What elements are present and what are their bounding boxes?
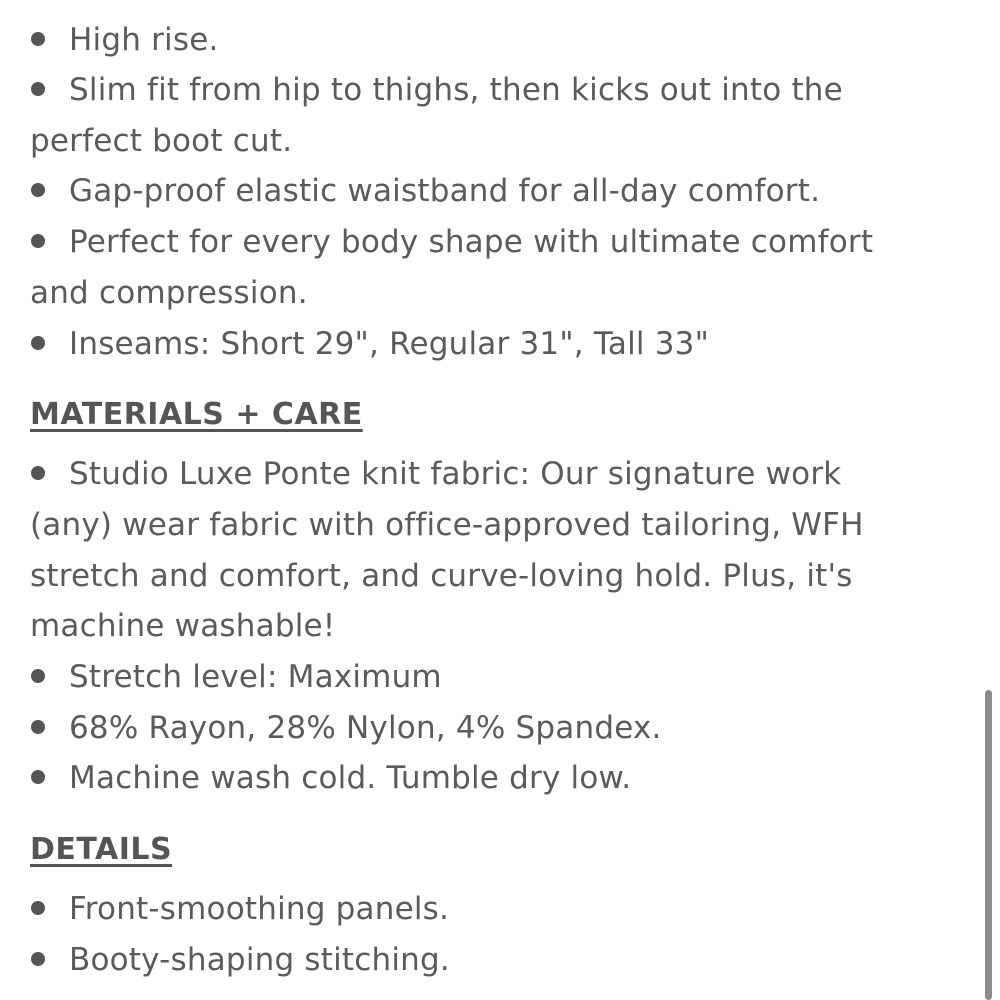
- scrollbar[interactable]: [985, 690, 992, 1000]
- list-item: [30, 70, 843, 110]
- list-item: [30, 20, 219, 60]
- list-item-continuation: [30, 121, 292, 161]
- list-item: [30, 222, 873, 262]
- bullet-icon: [31, 720, 45, 734]
- bullet-icon: [31, 952, 45, 966]
- bullet-icon: [31, 770, 45, 784]
- bullet-icon: [31, 183, 45, 197]
- details-heading[interactable]: DETAILS: [30, 832, 173, 867]
- bullet-icon: [31, 32, 45, 46]
- list-item-text: Booty-shaping stitching.: [69, 942, 450, 978]
- list-item-text: (any) wear fabric with office-approved tailoring, WFH: [30, 507, 864, 543]
- bullet-icon: [31, 669, 45, 683]
- bullet-icon: [31, 901, 45, 915]
- list-item-continuation: [30, 273, 308, 313]
- list-item-text: Gap-proof elastic waistband for all-day comfort.: [69, 173, 821, 209]
- materials-care-heading[interactable]: MATERIALS + CARE: [30, 397, 363, 432]
- list-item-text: perfect boot cut.: [30, 123, 293, 159]
- list-item-text: Studio Luxe Ponte knit fabric: Our signature work: [69, 456, 842, 492]
- bullet-icon: [31, 234, 45, 248]
- list-item: [30, 758, 631, 798]
- list-item-text: High rise.: [69, 22, 219, 58]
- list-item-continuation: [30, 606, 335, 646]
- list-item-text: stretch and comfort, and curve-loving hold. Plus, it's: [30, 558, 853, 594]
- list-item-text: machine washable!: [30, 608, 336, 644]
- list-item-text: Slim fit from hip to thighs, then kicks out into the: [69, 72, 843, 108]
- list-item-text: 68% Rayon, 28% Nylon, 4% Spandex.: [69, 710, 662, 746]
- list-item: [30, 657, 442, 697]
- list-item-text: Front-smoothing panels.: [69, 891, 450, 927]
- list-item: [30, 940, 450, 980]
- list-item-text: Inseams: Short 29", Regular 31", Tall 33": [69, 326, 710, 362]
- list-item-text: Machine wash cold. Tumble dry low.: [69, 760, 632, 796]
- bullet-icon: [31, 82, 45, 96]
- bullet-icon: [31, 336, 45, 350]
- list-item-text: Perfect for every body shape with ultimate comfort: [69, 224, 874, 260]
- list-item: [30, 171, 820, 211]
- list-item-text: Stretch level: Maximum: [69, 659, 442, 695]
- list-item: [30, 324, 709, 364]
- list-item: [30, 454, 841, 494]
- list-item-continuation: [30, 505, 864, 545]
- list-item-text: and compression.: [30, 275, 308, 311]
- list-item-continuation: [30, 556, 853, 596]
- bullet-icon: [31, 466, 45, 480]
- list-item: [30, 889, 449, 929]
- list-item: [30, 708, 662, 748]
